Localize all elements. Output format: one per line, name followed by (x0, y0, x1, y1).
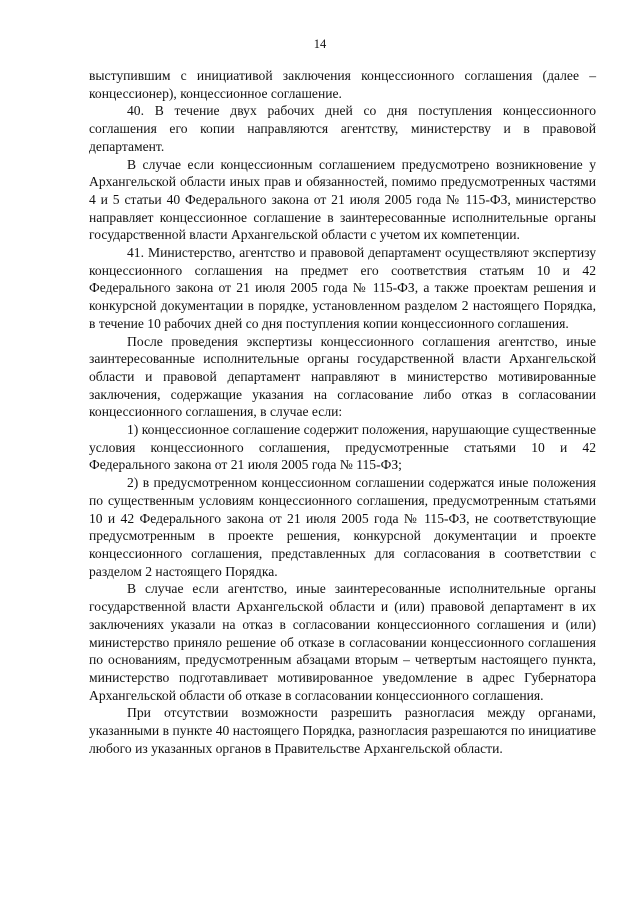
paragraph-other-rights: В случае если концессионным соглашением предусмотрено возникновение у Архангельской области иных прав и обязанностей, помимо предусмотренных частями 4 и 5 статьи 40 Федерального закона от 21 июля 2005 года № 115-ФЗ, министерство направляет концессионное соглашение в заинтересованные исполнительные органы государственной власти Архангельской области с учетом их компетенции. (89, 156, 596, 243)
paragraph-disagreements: При отсутствии возможности разрешить разногласия между органами, указанными в пункте 40 настоящего Порядка, разногласия разрешаются по инициативе любого из указанных органов в Правительстве Архангельской области. (89, 705, 596, 756)
paragraph-after-expertise: После проведения экспертизы концессионного соглашения агентство, иные заинтересованные исполнительные органы государственной власти Архангельской области и правовой департамент направляют в министерство мотивированные заключения, содержащие указания на согласование либо отказ в согласовании концессионного соглашения, в случае если: (89, 333, 596, 420)
paragraph-condition-2: 2) в предусмотренном концессионном соглашении содержатся иные положения по существенным условиям концессионного соглашения, предусмотренным статьями 10 и 42 Федерального закона от 21 июля 2005 года № 115-ФЗ, не соответствующие предусмотренным в проекте решения, конкурсной документации и проекте концессионного соглашения, представленных для согласования в соответствии с разделом 2 настоящего Порядка. (89, 475, 596, 579)
paragraph-refusal-notice: В случае если агентство, иные заинтересованные исполнительные органы государственной власти Архангельской области и (или) правовой департамент в их заключениях указали на отказ в согласовании концессионного соглашения и (или) министерство приняло решение об отказе в согласовании концессионного соглашения по основаниям, предусмотренным абзацами вторым – четвертым настоящего пункта, министерство подготавливает мотивированное уведомление в адрес Губернатора Архангельской области об отказе в согласовании концессионного соглашения. (89, 581, 596, 703)
page-number: 14 (313, 37, 327, 51)
paragraph-condition-1: 1) концессионное соглашение содержит положения, нарушающие существенные условия концессионного соглашения, предусмотренные статьями 10 и 42 Федерального закона от 21 июля 2005 года № 115-ФЗ; (89, 422, 596, 473)
paragraph-item-41: 41. Министерство, агентство и правовой департамент осуществляют экспертизу концессионного соглашения на предмет его соответствия статьям 10 и 42 Федерального закона от 21 июля 2005 года № 115-ФЗ, а также проектам решения и конкурсной документации в порядке, установленном разделом 2 настоящего Порядка, в течение 10 рабочих дней со дня поступления копии концессионного соглашения. (89, 245, 596, 331)
paragraph-continuation: выступившим с инициативой заключения концессионного соглашения (далее – концессионер), концессионное соглашение. (89, 68, 596, 101)
paragraph-item-40: 40. В течение двух рабочих дней со дня поступления концессионного соглашения его копии направляются агентству, министерству и в правовой департамент. (89, 103, 596, 154)
document-body (89, 67, 596, 757)
